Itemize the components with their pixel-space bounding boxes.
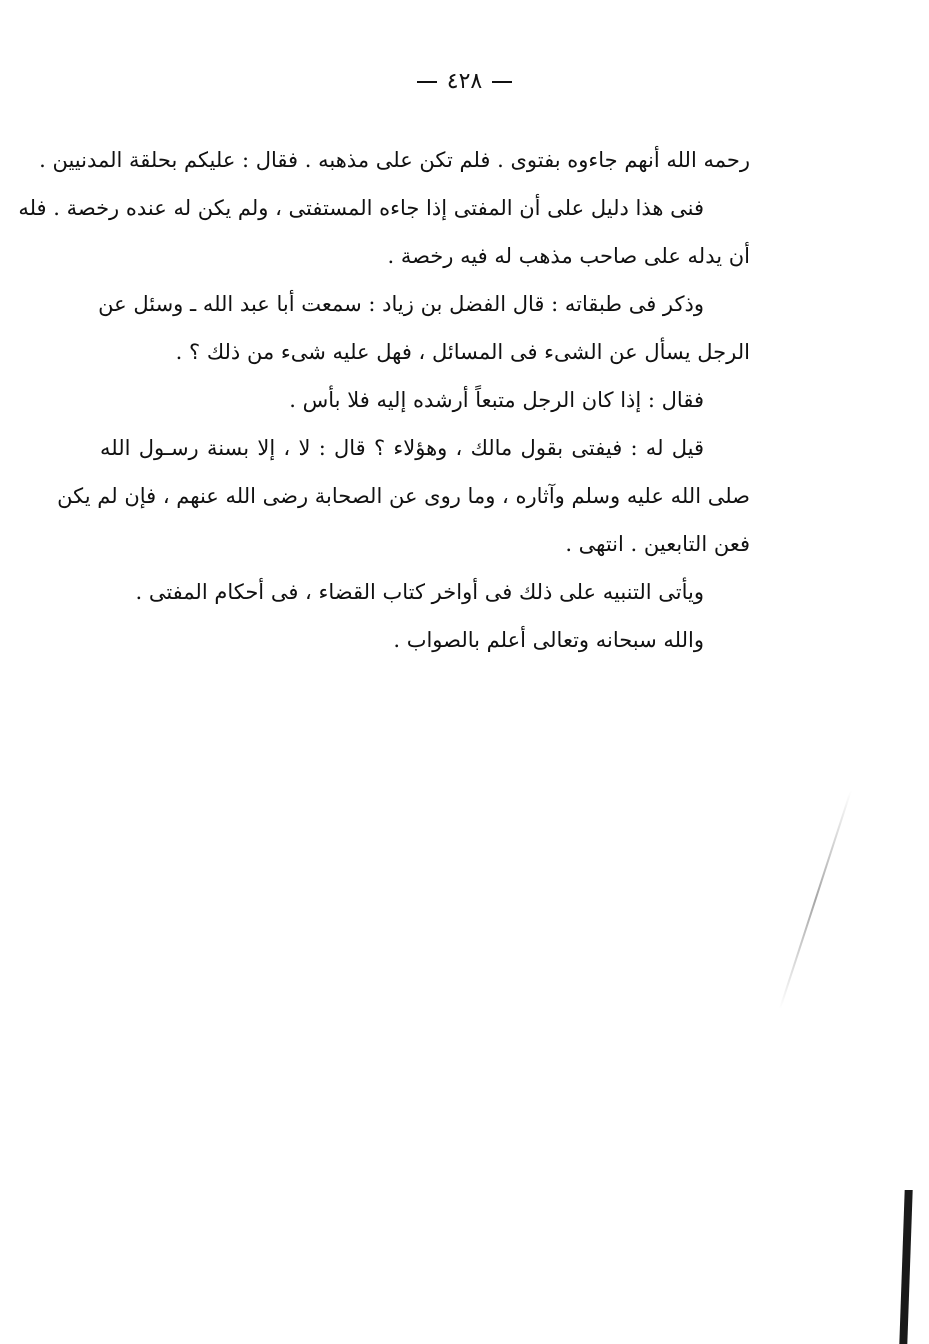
scan-artifact-edge xyxy=(899,1190,912,1344)
text-line-9: فعن التابعين . انتهى . xyxy=(565,532,750,556)
body-text xyxy=(18,136,750,664)
page-number: ٤٢٨ xyxy=(446,69,483,94)
text-line-10: ويأتى التنبيه على ذلك فى أواخر كتاب القضاء ، فى أحكام المفتى . xyxy=(135,580,704,604)
text-line-3: أن يدله على صاحب مذهب له فيه رخصة . xyxy=(387,244,750,268)
text-line-6: فقال : إذا كان الرجل متبعاً أرشده إليه فلا بأس . xyxy=(289,388,704,412)
page-number-header xyxy=(0,66,929,98)
text-line-4: وذكر فى طبقاته : قال الفضل بن زياد : سمعت أبا عبد الله ـ وسئل عن xyxy=(98,292,704,316)
text-line-1: رحمه الله أنهم جاءوه بفتوى . فلم تكن على مذهبه . فقال : عليكم بحلقة المدنيين . xyxy=(39,148,750,172)
text-line-7: قيل له : فيفتى بقول مالك ، وهؤلاء ؟ قال : لا ، إلا بسنة رسـول الله xyxy=(100,436,704,460)
left-dash xyxy=(417,81,437,83)
right-dash xyxy=(492,81,512,83)
text-line-5: الرجل يسأل عن الشىء فى المسائل ، فهل عليه شىء من ذلك ؟ . xyxy=(175,340,750,364)
text-line-11: والله سبحانه وتعالى أعلم بالصواب . xyxy=(393,628,704,652)
text-line-2: فنى هذا دليل على أن المفتى إذا جاءه المستفتى ، ولم يكن له عنده رخصة . فله xyxy=(18,196,704,220)
scan-artifact-line xyxy=(779,790,852,1009)
text-line-8: صلى الله عليه وسلم وآثاره ، وما روى عن الصحابة رضى الله عنهم ، فإن لم يكن xyxy=(57,484,750,508)
